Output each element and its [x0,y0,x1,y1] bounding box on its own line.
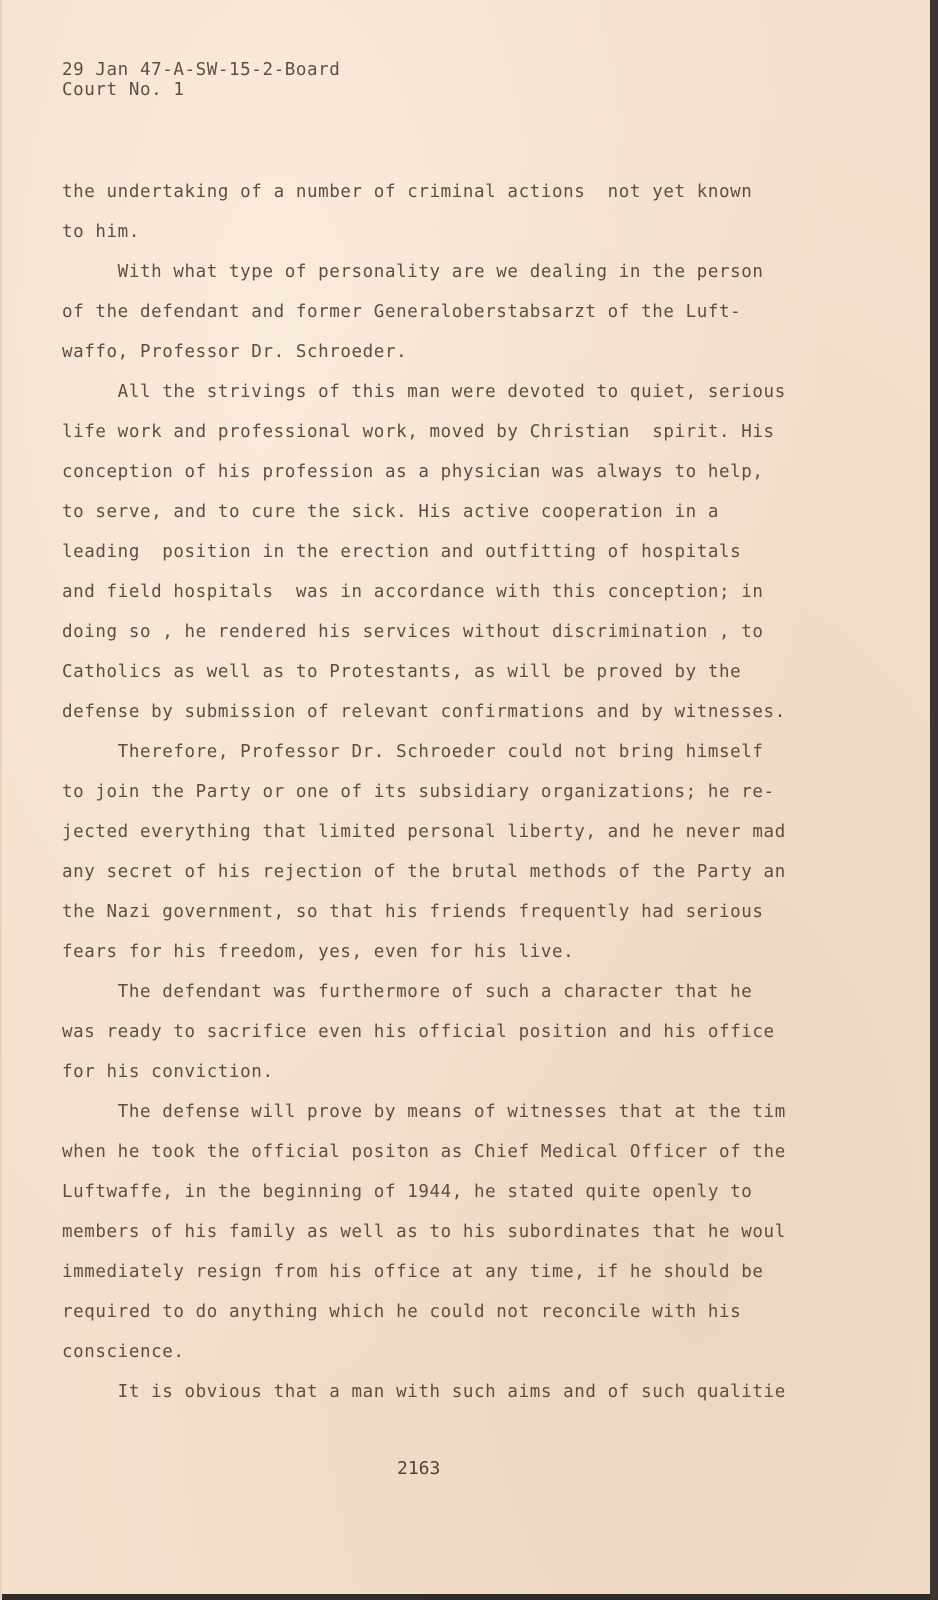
body-line: fears for his freedom, yes, even for his live. [62,942,575,962]
body-line: to him. [62,222,140,242]
scan-edge [2,1594,930,1600]
body-line: the Nazi government, so that his friends frequently had serious [62,902,764,922]
body-line: leading position in the erection and outfitting of hospitals [62,542,742,562]
body-line: conscience. [62,1342,185,1362]
header-court-line: Court No. 1 [62,80,185,100]
body-line: required to do anything which he could not reconcile with his [62,1302,742,1322]
body-line: Therefore, Professor Dr. Schroeder could not bring himself [62,742,764,762]
body-line: conception of his profession as a physician was always to help, [62,462,764,482]
body-line: any secret of his rejection of the brutal methods of the Party an [62,862,786,882]
body-line: life work and professional work, moved by Christian spirit. His [62,422,775,442]
body-line: the undertaking of a number of criminal actions not yet known [62,182,753,202]
header-date-line: 29 Jan 47-A-SW-15-2-Board [62,60,341,80]
body-line: All the strivings of this man were devoted to quiet, serious [62,382,786,402]
body-line: to join the Party or one of its subsidiary organizations; he re- [62,782,775,802]
body-line: immediately resign from his office at any time, if he should be [62,1262,764,1282]
body-line: for his conviction. [62,1062,274,1082]
body-line: jected everything that limited personal liberty, and he never mad [62,822,786,842]
body-line: It is obvious that a man with such aims and of such qualitie [62,1382,786,1402]
body-line: of the defendant and former Generaloberstabsarzt of the Luft- [62,302,742,322]
body-line: waffo, Professor Dr. Schroeder. [62,342,408,362]
document-header [62,60,340,100]
body-line: defense by submission of relevant confirmations and by witnesses. [62,702,786,722]
body-line: doing so , he rendered his services without discrimination , to [62,622,764,642]
body-line: when he took the official positon as Chief Medical Officer of the [62,1142,786,1162]
body-line: members of his family as well as to his subordinates that he woul [62,1222,786,1242]
page-number: 2163 [397,1458,441,1479]
body-line: The defense will prove by means of witnesses that at the tim [62,1102,786,1122]
body-line: and field hospitals was in accordance with this conception; in [62,582,764,602]
body-line: Luftwaffe, in the beginning of 1944, he stated quite openly to [62,1182,753,1202]
body-line: Catholics as well as to Protestants, as will be proved by the [62,662,742,682]
body-line: to serve, and to cure the sick. His active cooperation in a [62,502,720,522]
body-line: With what type of personality are we dealing in the person [62,262,764,282]
body-line: was ready to sacrifice even his official position and his office [62,1022,775,1042]
body-line: The defendant was furthermore of such a character that he [62,982,753,1002]
